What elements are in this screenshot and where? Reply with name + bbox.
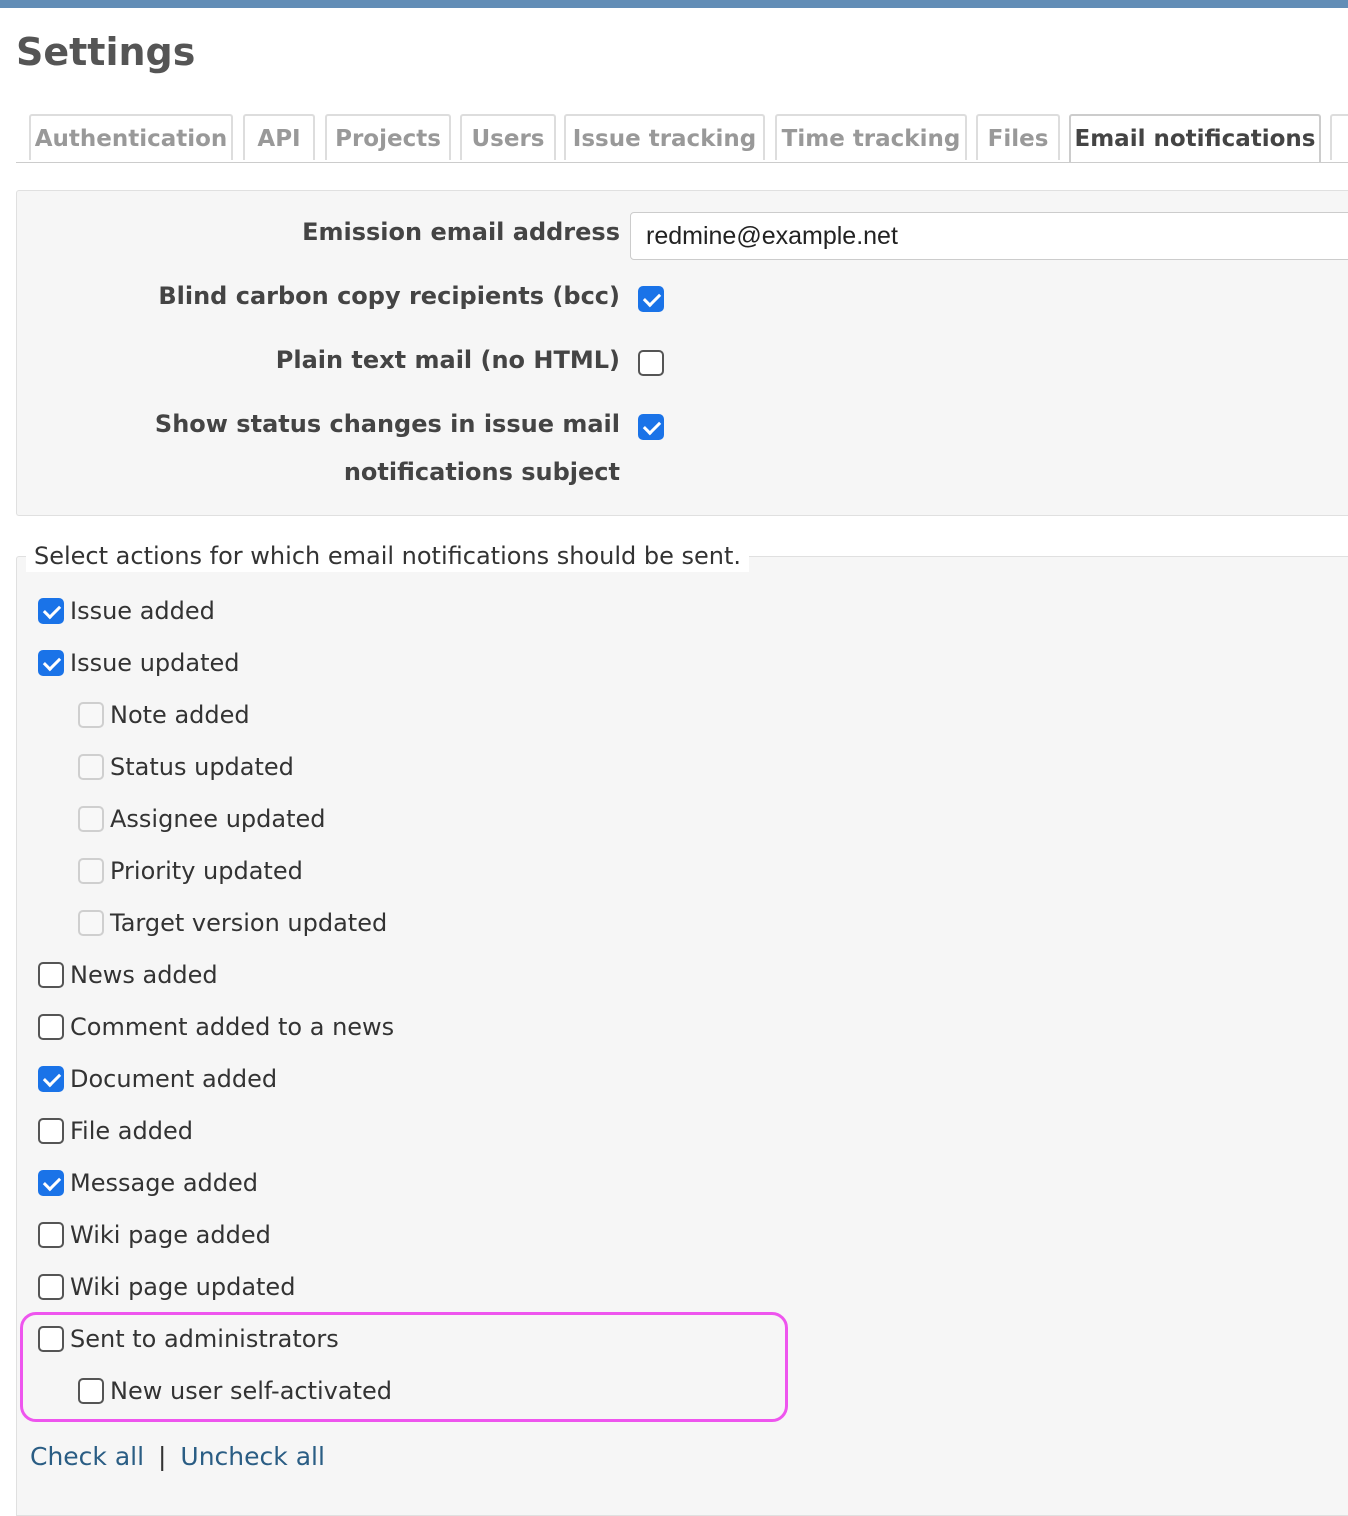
tab-email-notifications[interactable]: Email notifications <box>1069 114 1321 162</box>
status-updated-checkbox[interactable] <box>78 754 104 780</box>
target-version-updated-label: Target version updated <box>110 909 388 937</box>
tab-bar <box>16 114 1348 163</box>
issue-updated-label: Issue updated <box>70 649 240 677</box>
issue-updated-checkbox[interactable] <box>38 650 64 676</box>
wiki-page-added-label: Wiki page added <box>70 1221 271 1249</box>
wiki-page-added-checkbox[interactable] <box>38 1222 64 1248</box>
tab-files[interactable]: Files <box>976 114 1060 160</box>
status-changes-label-line2: notifications subject <box>343 458 620 486</box>
tab-api[interactable]: API <box>243 114 315 160</box>
comment-added-to-a-news-label: Comment added to a news <box>70 1013 395 1041</box>
tab-users[interactable]: Users <box>460 114 556 160</box>
check-all-link[interactable]: Check all <box>30 1442 145 1471</box>
emission-email-input[interactable]: redmine@example.net <box>630 212 1348 260</box>
tab-projects[interactable]: Projects <box>325 114 451 160</box>
wiki-page-updated-label: Wiki page updated <box>70 1273 296 1301</box>
wiki-page-updated-checkbox[interactable] <box>38 1274 64 1300</box>
target-version-updated-checkbox[interactable] <box>78 910 104 936</box>
links-separator: | <box>158 1442 167 1471</box>
news-added-label: News added <box>70 961 218 989</box>
uncheck-all-link[interactable]: Uncheck all <box>180 1442 325 1471</box>
assignee-updated-label: Assignee updated <box>110 805 326 833</box>
document-added-checkbox[interactable] <box>38 1066 64 1092</box>
priority-updated-checkbox[interactable] <box>78 858 104 884</box>
message-added-label: Message added <box>70 1169 258 1197</box>
tab-issue-tracking[interactable]: Issue tracking <box>564 114 765 160</box>
tab-time-tracking[interactable]: Time tracking <box>775 114 967 160</box>
comment-added-to-a-news-checkbox[interactable] <box>38 1014 64 1040</box>
page-title: Settings <box>16 30 196 74</box>
bcc-label: Blind carbon copy recipients (bcc) <box>158 282 620 310</box>
status-changes-checkbox[interactable] <box>638 414 664 440</box>
message-added-checkbox[interactable] <box>38 1170 64 1196</box>
tab-authentication[interactable]: Authentication <box>29 114 233 160</box>
check-links <box>30 1442 325 1471</box>
tab-more[interactable] <box>1330 114 1348 160</box>
note-added-checkbox[interactable] <box>78 702 104 728</box>
plain-text-label: Plain text mail (no HTML) <box>275 346 620 374</box>
issue-added-label: Issue added <box>70 597 215 625</box>
highlight-annotation <box>20 1312 788 1422</box>
status-changes-label-line1: Show status changes in issue mail <box>154 410 620 438</box>
issue-added-checkbox[interactable] <box>38 598 64 624</box>
new-user-self-activated-label: New user self-activated <box>110 1377 392 1405</box>
news-added-checkbox[interactable] <box>38 962 64 988</box>
priority-updated-label: Priority updated <box>110 857 303 885</box>
file-added-checkbox[interactable] <box>38 1118 64 1144</box>
file-added-label: File added <box>70 1117 193 1145</box>
note-added-label: Note added <box>110 701 250 729</box>
sent-to-administrators-label: Sent to administrators <box>70 1325 339 1353</box>
top-bar <box>0 0 1348 8</box>
assignee-updated-checkbox[interactable] <box>78 806 104 832</box>
document-added-label: Document added <box>70 1065 278 1093</box>
status-updated-label: Status updated <box>110 753 294 781</box>
plain-text-checkbox[interactable] <box>638 350 664 376</box>
emission-email-label: Emission email address <box>302 218 620 246</box>
notifications-legend: Select actions for which email notifications should be sent. <box>26 540 749 572</box>
bcc-checkbox[interactable] <box>638 286 664 312</box>
